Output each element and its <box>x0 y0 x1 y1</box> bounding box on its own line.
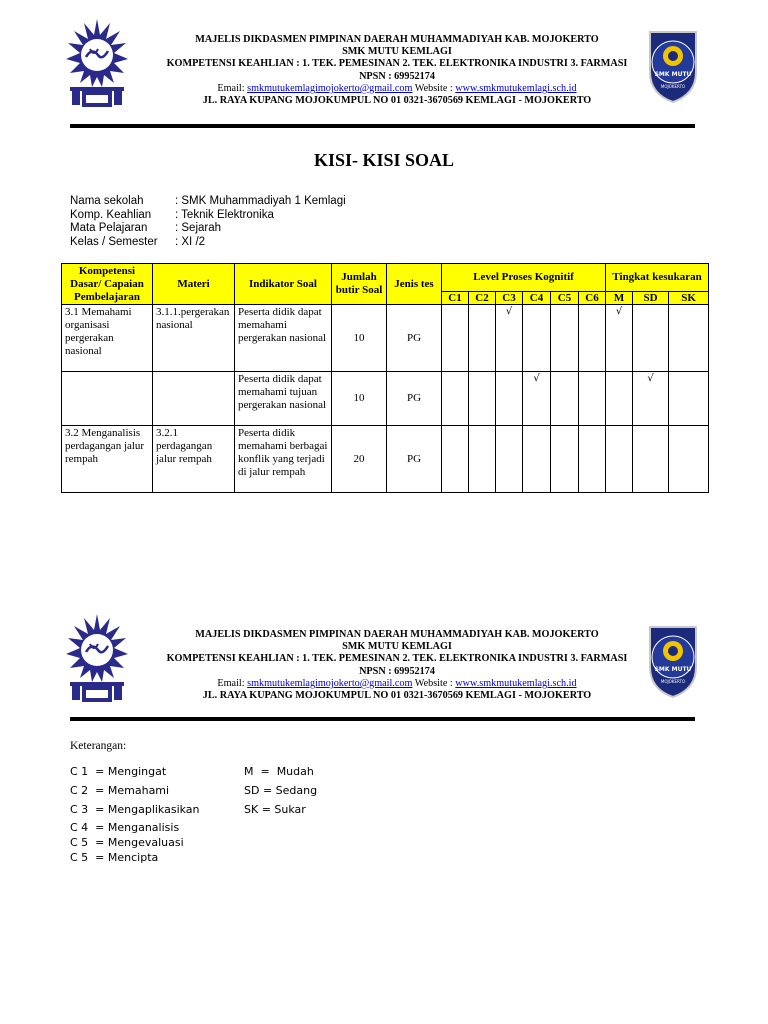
cell-sk <box>669 372 709 426</box>
cell-sd <box>633 426 669 493</box>
header-materi: Materi <box>153 264 235 305</box>
cell-kd: 3.2 Menganalisis perdagangan jalur rempah <box>62 426 153 493</box>
cell-c2 <box>469 426 496 493</box>
cell-c6 <box>579 426 606 493</box>
header-c4: C4 <box>523 292 551 305</box>
page-title: KISI- KISI SOAL <box>313 150 455 170</box>
header-c6: C6 <box>579 292 606 305</box>
cell-materi <box>153 372 235 426</box>
cell-c1 <box>442 372 469 426</box>
cell-sk <box>669 305 709 372</box>
cell-jenis: PG <box>387 426 442 493</box>
badge-sublabel: MOJOKERTO <box>660 84 686 89</box>
kisi-table <box>61 263 709 493</box>
letterhead-second <box>0 595 768 702</box>
cell-c3 <box>496 372 523 426</box>
header-sk: SK <box>669 292 709 305</box>
badge-label: SMK MUTU <box>654 666 692 673</box>
legend-level-item: C 1 = Mengingat <box>70 765 167 778</box>
info-row-subject: Mata Pelajaran : Sejarah <box>70 222 222 235</box>
table-row <box>62 372 709 426</box>
header-jenis: Jenis tes <box>387 264 442 305</box>
header-sd: SD <box>633 292 669 305</box>
legend-level-item: C 3 = Mengaplikasikan <box>70 803 200 816</box>
school-name: SMK MUTU KEMLAGI <box>342 46 452 58</box>
muhammadiyah-logo-icon <box>62 612 132 702</box>
header-jumlah: Jumlah butir Soal <box>332 264 387 305</box>
letterhead-text <box>132 34 662 107</box>
cell-kd: 3.1 Memahami organisasi pergerakan nasional <box>62 305 153 372</box>
badge-sublabel: MOJOKERTO <box>660 679 686 684</box>
info-row-class: Kelas / Semester : XI /2 <box>70 235 206 248</box>
header-indikator: Indikator Soal <box>235 264 332 305</box>
cell-indikator: Peserta didik dapat memahami pergerakan nasional <box>235 305 332 372</box>
cell-jenis: PG <box>387 372 442 426</box>
contact-line: Email: smkmutukemlagimojokerto@gmail.com Website : www.smkmutukemlagi.sch.id <box>217 677 577 689</box>
website-link[interactable]: www.smkmutukemlagi.sch.id <box>455 677 577 689</box>
cell-c4 <box>523 426 551 493</box>
foundation-name: MAJELIS DIKDASMEN PIMPINAN DAERAH MUHAMMADIYAH KAB. MOJOKERTO <box>195 629 599 640</box>
legend-level-item: C 4 = Menganalisis <box>70 821 180 834</box>
cell-m <box>606 426 633 493</box>
letterhead-text <box>132 629 662 702</box>
cell-sk <box>669 426 709 493</box>
legend-title: Keterangan: <box>70 740 127 752</box>
cell-materi: 3.2.1 perdagangan jalur rempah <box>153 426 235 493</box>
header-m: M <box>606 292 633 305</box>
info-row-competency: Komp. Keahlian : Teknik Elektronika <box>70 208 274 221</box>
cell-c6 <box>579 305 606 372</box>
cell-c1 <box>442 305 469 372</box>
cell-m <box>606 372 633 426</box>
email-link[interactable]: smkmutukemlagimojokerto@gmail.com <box>247 677 413 689</box>
header-c2: C2 <box>469 292 496 305</box>
table-row <box>62 305 709 372</box>
header-tingkat: Tingkat kesukaran <box>606 264 709 292</box>
cell-sd <box>633 305 669 372</box>
cell-jenis: PG <box>387 305 442 372</box>
cell-materi: 3.1.1.pergerakan nasional <box>153 305 235 372</box>
cell-c1 <box>442 426 469 493</box>
cell-c5 <box>551 426 579 493</box>
cell-c3: √ <box>496 305 523 372</box>
competencies: KOMPETENSI KEAHLIAN : 1. TEK. PEMESINAN 2. TEK. ELEKTRONIKA INDUSTRI 3. FARMASI <box>166 58 628 70</box>
address: JL. RAYA KUPANG MOJOKUMPUL NO 01 0321-3670569 KEMLAGI - MOJOKERTO <box>202 690 592 702</box>
cell-sd: √ <box>633 372 669 426</box>
foundation-name: MAJELIS DIKDASMEN PIMPINAN DAERAH MUHAMMADIYAH KAB. MOJOKERTO <box>195 34 599 45</box>
email-link[interactable]: smkmutukemlagimojokerto@gmail.com <box>247 82 413 94</box>
legend-level-item: C 2 = Memahami <box>70 784 170 797</box>
website-link[interactable]: www.smkmutukemlagi.sch.id <box>455 82 577 94</box>
cell-c5 <box>551 305 579 372</box>
header-kd: Kompetensi Dasar/ Capaian Pembelajaran <box>62 264 153 305</box>
legend-difficulty-item: M = Mudah <box>244 765 314 778</box>
header-divider <box>70 124 695 128</box>
address: JL. RAYA KUPANG MOJOKUMPUL NO 01 0321-3670569 KEMLAGI - MOJOKERTO <box>202 95 592 107</box>
table-header-row <box>62 264 709 292</box>
school-name: SMK MUTU KEMLAGI <box>342 641 452 653</box>
cell-c6 <box>579 372 606 426</box>
info-row-school: Nama sekolah : SMK Muhammadiyah 1 Kemlagi <box>70 195 346 207</box>
header-level: Level Proses Kognitif <box>442 264 606 292</box>
competencies: KOMPETENSI KEAHLIAN : 1. TEK. PEMESINAN 2. TEK. ELEKTRONIKA INDUSTRI 3. FARMASI <box>166 653 628 665</box>
cell-m: √ <box>606 305 633 372</box>
header-c5: C5 <box>551 292 579 305</box>
badge-label: SMK MUTU <box>654 71 692 78</box>
cell-c2 <box>469 305 496 372</box>
legend-level-item: C 5 = Mengevaluasi <box>70 836 184 849</box>
header-c3: C3 <box>496 292 523 305</box>
cell-c4 <box>523 305 551 372</box>
header-divider <box>70 717 695 721</box>
muhammadiyah-logo-icon <box>62 17 132 107</box>
cell-jumlah: 20 <box>332 426 387 493</box>
smk-mutu-badge-icon <box>644 28 702 106</box>
cell-c5 <box>551 372 579 426</box>
legend-level-item: C 5 = Mencipta <box>70 851 159 864</box>
smk-mutu-badge-icon <box>644 623 702 701</box>
cell-c3 <box>496 426 523 493</box>
cell-indikator: Peserta didik memahami berbagai konflik yang terjadi di jalur rempah <box>235 426 332 493</box>
cell-indikator: Peserta didik dapat memahami tujuan pergerakan nasional <box>235 372 332 426</box>
document-info <box>70 195 346 249</box>
npsn: NPSN : 69952174 <box>359 70 435 82</box>
legend-difficulty <box>244 765 317 821</box>
legend-levels <box>70 765 200 866</box>
cell-jumlah: 10 <box>332 372 387 426</box>
legend-difficulty-item: SD = Sedang <box>244 784 318 797</box>
cell-c2 <box>469 372 496 426</box>
cell-jumlah: 10 <box>332 305 387 372</box>
cell-c4: √ <box>523 372 551 426</box>
header-c1: C1 <box>442 292 469 305</box>
npsn: NPSN : 69952174 <box>359 665 435 677</box>
table-row <box>62 426 709 493</box>
contact-line: Email: smkmutukemlagimojokerto@gmail.com Website : www.smkmutukemlagi.sch.id <box>217 82 577 94</box>
cell-kd <box>62 372 153 426</box>
letterhead-top <box>0 0 768 107</box>
legend-difficulty-item: SK = Sukar <box>244 803 306 816</box>
